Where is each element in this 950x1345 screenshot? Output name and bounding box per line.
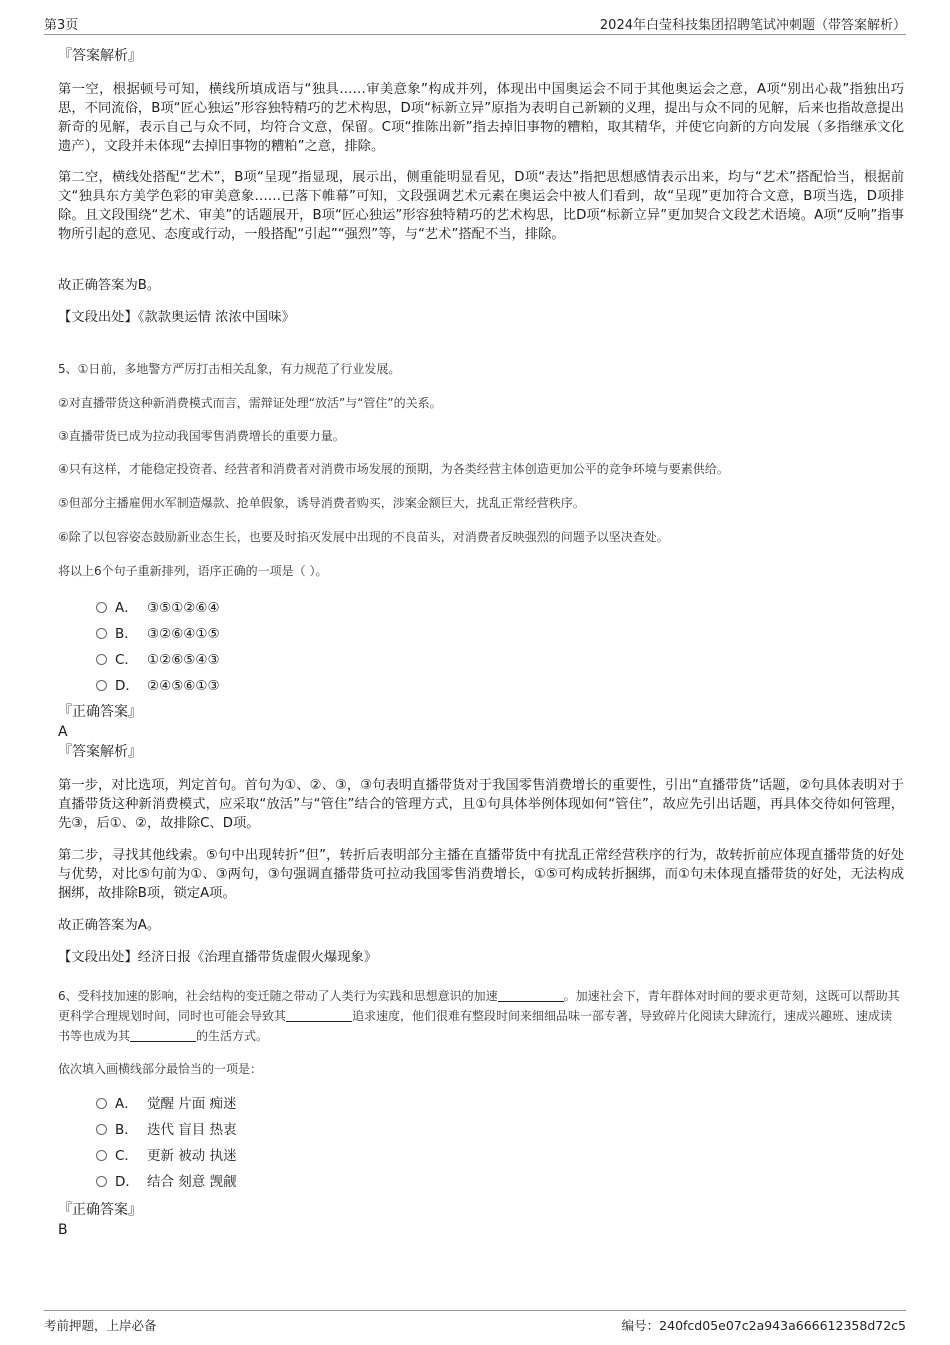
option-text: 迭代 盲目 热衷 <box>147 1122 237 1138</box>
q6-option-d[interactable] <box>96 1172 237 1192</box>
option-text: ①②⑥⑤④③ <box>147 652 220 668</box>
q5-analysis-label-wrap <box>58 742 904 764</box>
q5-para-2-wrap <box>58 846 904 903</box>
document-id: 编号：240fcd05e07c2a943a666612358d72c5 <box>621 1318 906 1333</box>
radio-icon[interactable] <box>96 1124 107 1135</box>
q6-stem-part-4: 的生活方式。 <box>196 1029 269 1043</box>
option-text: 觉醒 片面 痴迷 <box>147 1096 237 1112</box>
q5-sentence-2-wrap <box>58 394 904 412</box>
q6-stem-part-3: 追求速度，他们很难有整段时间来细细品味一部专著，导致碎片化阅读大肆流行，速成兴趣班、速成读书等也成为其 <box>58 1009 893 1043</box>
q5-sentence-1: 5、①日前，多地警方严厉打击相关乱象，有力规范了行业发展。 <box>58 362 401 376</box>
q4-source: 【文段出处】《款款奥运情 浓浓中国味》 <box>58 310 295 325</box>
page-header <box>44 10 906 35</box>
q6-prompt: 依次填入画横线部分最恰当的一项是： <box>58 1062 263 1076</box>
q5-analysis-para-1: 第一步，对比选项，判定首句。首句为①、②、③，③句表明直播带货对于我国零售消费增长的重要性，引出“直播带货”话题，②句具体表明对于直播带货这种新消费模式，应采取“放活”与“管住”结合的管理方式，且①句具体举例体现如何“管住”，故应先引出话题，再具体交待如何管理，先③，后①、②，故排除C、D项。 <box>58 778 904 831</box>
q6-stem-part-1: 6、受科技加速的影响，社会结构的变迁随之带动了人类行为实践和思想意识的加速 <box>58 989 498 1003</box>
q5-sentence-4: ④只有这样，才能稳定投资者、经营者和消费者对消费市场发展的预期，为各类经营主体创造更加公平的竞争环境与要素供给。 <box>58 462 729 476</box>
fill-blank-1 <box>498 989 564 1002</box>
answer-label: 『正确答案』 <box>58 1202 142 1218</box>
q5-sentence-1-wrap <box>58 360 904 378</box>
q4-conclusion-wrap <box>58 276 904 295</box>
q4-para-1-wrap <box>58 80 904 156</box>
fill-blank-3 <box>130 1029 196 1042</box>
q5-sentence-5: ⑤但部分主播雇佣水军制造爆款、抢单假象，诱导消费者购买，涉案金额巨大，扰乱正常经营秩序。 <box>58 496 585 510</box>
q5-sentence-5-wrap <box>58 494 904 512</box>
option-letter: C． <box>115 652 138 668</box>
option-letter: D． <box>115 1174 139 1190</box>
q5-sentence-6-wrap <box>58 528 904 546</box>
option-letter: B． <box>115 1122 138 1138</box>
option-letter: A． <box>115 1096 138 1112</box>
option-letter: B． <box>115 626 138 642</box>
q4-analysis-para-2: 第二空，横线处搭配“艺术”，B项“呈现”指显现，展示出，侧重能明显看见，D项“表达”指把思想感情表示出来，均与“艺术”搭配恰当，根据前文“独具东方美学色彩的审美意象……已落下帷幕”可知，文段强调艺术元素在奥运会中被人们看到，故“呈现”更加符合文意，B项当选，D项排除。且文段围绕“艺术、审美”的话题展开，B项“匠心独运”形容独特精巧的艺术构思，比D项“标新立异”更加契合文段艺术语境。A项“反响”指事物所引起的意见、态度或行动，一般搭配“引起”“强烈”等，与“艺术”搭配不当，排除。 <box>58 170 904 242</box>
radio-icon[interactable] <box>96 1176 107 1187</box>
analysis-label: 『答案解析』 <box>58 744 142 760</box>
q5-option-d[interactable] <box>96 676 220 696</box>
answer-value: A <box>58 724 68 740</box>
radio-icon[interactable] <box>96 1150 107 1161</box>
option-text: 结合 刻意 觊觎 <box>147 1174 237 1190</box>
q4-conclusion: 故正确答案为B。 <box>58 278 161 293</box>
option-letter: A． <box>115 600 138 616</box>
q5-option-b[interactable] <box>96 624 220 644</box>
q5-option-a[interactable] <box>96 598 220 618</box>
answer-value: B <box>58 1222 68 1238</box>
q5-stem: 将以上6个句子重新排列，语序正确的一项是（ ）。 <box>58 564 328 578</box>
q6-answer-block <box>58 1200 904 1238</box>
page-number: 第3页 <box>44 18 79 33</box>
q6-stem-part-2: 。加速社会下，青年群体对时间的要求更苛刻，这既可以帮助其更科学合理规划时间，同时也可能会导致其 <box>58 989 900 1023</box>
option-text: 更新 被动 执迷 <box>147 1148 237 1164</box>
option-letter: C． <box>115 1148 138 1164</box>
option-letter: D． <box>115 678 139 694</box>
q5-analysis-para-2: 第二步，寻找其他线索。⑤句中出现转折“但”，转折后表明部分主播在直播带货中有扰乱正常经营秩序的行为，故转折前应体现直播带货的好处与优势，对比⑤句前为①、③两句，③句强调直播带货可拉动我国零售消费增长，①⑤可构成转折捆绑，而①句未体现直播带货的好处，无法构成捆绑，故排除B项，锁定A项。 <box>58 848 904 901</box>
q5-source-wrap <box>58 948 904 967</box>
q4-para-2-wrap <box>58 168 904 244</box>
q6-stem <box>58 986 904 1046</box>
q5-sentence-2: ②对直播带货这种新消费模式而言，需辩证处理“放活”与“管住”的关系。 <box>58 396 442 410</box>
q5-conclusion-wrap <box>58 916 904 935</box>
footer-slogan: 考前押题，上岸必备 <box>44 1318 157 1333</box>
q6-prompt-wrap <box>58 1060 904 1078</box>
analysis-label: 『答案解析』 <box>58 48 142 64</box>
q6-option-a[interactable] <box>96 1094 237 1114</box>
q6-option-c[interactable] <box>96 1146 237 1166</box>
radio-icon[interactable] <box>96 680 107 691</box>
document-title: 2024年白莹科技集团招聘笔试冲刺题（带答案解析） <box>599 18 906 33</box>
option-text: ③⑤①②⑥④ <box>147 600 220 616</box>
radio-icon[interactable] <box>96 1098 107 1109</box>
q4-source-wrap <box>58 308 904 327</box>
radio-icon[interactable] <box>96 602 107 613</box>
page-footer <box>44 1310 906 1335</box>
q4-analysis <box>58 46 904 68</box>
answer-label: 『正确答案』 <box>58 704 142 720</box>
q5-sentence-6: ⑥除了以包容姿态鼓励新业态生长，也要及时掐灭发展中出现的不良苗头，对消费者反映强烈的问题予以坚决查处。 <box>58 530 669 544</box>
q5-sentence-3: ③直播带货已成为拉动我国零售消费增长的重要力量。 <box>58 429 345 443</box>
fill-blank-2 <box>286 1009 352 1022</box>
q5-sentence-3-wrap <box>58 427 904 445</box>
q5-answer-block <box>58 702 904 740</box>
q6-option-b[interactable] <box>96 1120 237 1140</box>
q5-conclusion: 故正确答案为A。 <box>58 918 161 933</box>
option-text: ②④⑤⑥①③ <box>147 678 220 694</box>
q5-sentence-4-wrap <box>58 460 904 478</box>
q5-para-1-wrap <box>58 776 904 833</box>
q5-option-c[interactable] <box>96 650 220 670</box>
radio-icon[interactable] <box>96 628 107 639</box>
q4-analysis-para-1: 第一空，根据顿号可知，横线所填成语与“独具……审美意象”构成并列，体现出中国奥运会不同于其他奥运会之意，A项“别出心裁”指独出巧思，不同流俗，B项“匠心独运”形容独特精巧的艺术构思，D项“标新立异”原指为表明自己新颖的义理，提出与众不同的见解，后来也指故意提出新奇的见解，表示自己与众不同，均符合文意，保留。C项“推陈出新”指去掉旧事物的糟粕，取其精华，并使它向新的方向发展（多指继承文化遗产），文段并未体现“去掉旧事物的糟粕”之意，排除。 <box>58 82 904 154</box>
q5-stem-wrap <box>58 562 904 580</box>
q6-stem-wrap <box>58 986 904 1046</box>
option-text: ③②⑥④①⑤ <box>147 626 220 642</box>
q5-source: 【文段出处】经济日报《治理直播带货虚假火爆现象》 <box>58 950 378 965</box>
radio-icon[interactable] <box>96 654 107 665</box>
